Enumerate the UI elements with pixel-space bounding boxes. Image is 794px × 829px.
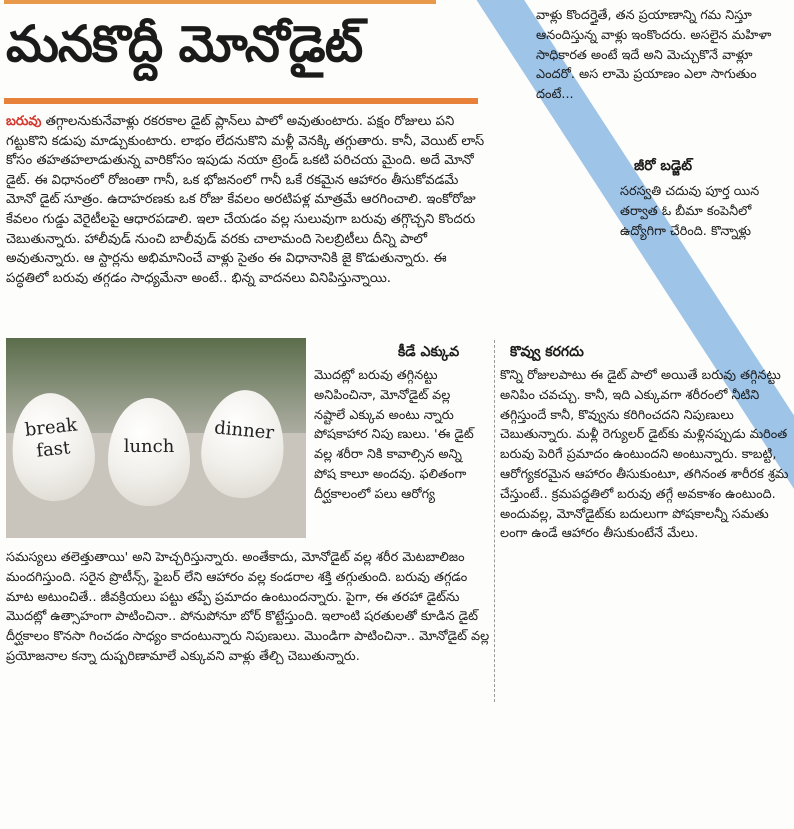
title-rule-bottom — [4, 98, 478, 104]
section-heading-zero-budget: జీరో బడ్జెట్ — [634, 158, 693, 174]
side-effects-continuation: సమస్యలు తలెత్తుతాయి' అని హెచ్చరిస్తున్నారు. అంతేకాదు, మోనోడైట్ వల్ల శరీర మెటబాలిజం మందగిస్తుంది. సరైన ప్రొటీన్స్, ఫైబర్ లేని ఆహారం వల్ల కండరాల శక్తి తగ్గుతుంది. బరువు తగ్గడం మాట అటుంచితే.. జీవక్రియలు పట్టు తప్పే ప్రమాదం ఉంటుందన్నారు. పైగా, ఈ తరహా డైట్‌ను మొదట్లో ఉత్సాహంగా పాటించినా.. పోనుపోనూ బోర్ కొట్టేస్తుంది. ఇలాంటి షరతులతో కూడిన డైట్ దీర్ఘకాలం కొనసా గించడం సాధ్యం కాదంటున్నారు నిపుణులు. మొండిగా పాటించినా.. మోనోడైట్ వల్ల ప్రయోజనాల కన్నా దుష్పరిణామాలే ఎక్కువని వాళ్లు తేల్చి చెబుతున్నారు. — [6, 550, 490, 664]
section-heading-side-effects: కీడే ఎక్కువ — [398, 344, 460, 360]
egg-label: break — [23, 414, 79, 441]
egg-label: lunch — [123, 436, 175, 457]
intro-paragraph — [6, 112, 492, 288]
section-heading-fat-loss: కొవ్వు కరగదు — [510, 344, 584, 360]
egg-label: fast — [35, 437, 72, 462]
intro-text: తగ్గాలనుకునేవాళ్లు రకరకాల డైట్ ప్లాన్‌లు పాలో అవుతుంటారు. పక్షం రోజులు పని గట్టుకొని కడుపు మాడ్చుకుంటారు. లాభం లేదనుకొని మళ్లీ వెనక్కి తగ్గుతారు. కానీ, వెయిట్ లాస్ కోసం తహతహలాడుతున్న వారికోసం ఇపుడు నయా ట్రెండ్ ఒకటి పరిచయ మైంది. అదే మోనో డైట్. ఈ విధానంలో రోజంతా గానీ, ఒక భోజనంలో గానీ ఒకే రకమైన ఆహారం తీసుకోవడమే మోనో డైట్ సూత్రం. ఉదాహరణకు ఒక రోజు కేవలం అరటిపళ్ల మాత్రమే ఆరగించాలి. ఇంకోరోజు కేవలం గుడ్డు వెరైటీలపై ఆధారపడాలి. ఇలా చేయడం వల్ల సులువుగా బరువు తగ్గొచ్చని కొందరు చెబుతున్నారు. హాలీవుడ్ నుంచి బాలీవుడ్ వరకు చాలామంది సెలబ్రిటీలు దీన్ని పాలో అవుతున్నారు. ఆ స్టార్లను అభిమానించే వాళ్లు సైతం ఈ విధానానికి జై కొడుతున్నారు. ఈ పద్ధతిలో బరువు తగ్గడం సాధ్యమేనా అంటే.. భిన్న వాదనలు వినిపిస్తున్నాయి. — [6, 114, 485, 286]
top-right-text: వాళ్లు కొందర్తైతే, తన ప్రయాణాన్ని గమ నిస్తూ ఆనందిస్తున్న వాళ్లు ఇంకొందరు. అసలైన మహిళా సాధికారత అంటే ఇదే అని మెచ్చుకొనే వాళ్లూ ఎందరో. అస లామె ప్రయాణం ఎలా సాగుతుం దంటే... — [536, 8, 772, 103]
egg-lunch — [108, 398, 190, 506]
intro-keyword: బరువు — [6, 114, 42, 129]
title-rule-top — [4, 0, 436, 4]
eggs-photo — [6, 338, 306, 538]
egg-label: dinner — [213, 417, 275, 444]
side-effects-column-text: మొదట్లో బరువు తగ్గినట్టు అనిపించినా, మోనోడైట్ వల్ల నష్టాలే ఎక్కువ అంటు న్నారు పోషకాహార నిపు ణులు. 'ఈ డైట్ వల్ల శరీరా నికి కావాల్సిన అన్ని పోష కాలూ అందవు. ఫలితంగా దీర్ఘకాలంలో పలు ఆరోగ్య — [314, 368, 474, 502]
zero-budget-text: సరస్వతి చదువు పూర్త యిన తర్వాత ఓ బీమా కంపెనీలో ఉద్యోగిగా చేరింది. కొన్నాళ్లు — [620, 184, 760, 239]
fat-loss-text: కొన్ని రోజులపాటు ఈ డైట్ పాలో అయితే బరువు తగ్గినట్టు అనిపిం చవచ్చు. కానీ, ఇది ఎక్కువగా శరీరంలో నీటిని తగ్గిస్తుందే కానీ, కొవ్వును కరిగించదని నిపుణులు చెబుతున్నారు. మళ్లీ రెగ్యులర్ డైట్‌కు మళ్లినప్పుడు మరింత బరువు పెరిగే ప్రమాదం ఉంటుందని అంటున్నారు. కాబట్టి, ఆరోగ్యకరమైన ఆహారం తీసుకుంటూ, తగినంత శారీరక శ్రమ చేస్తుంటే.. క్రమపద్ధతిలో బరువు తగ్గే అవకాశం ఉంటుంది. అందువల్ల, మోనోడైట్‌కు బదులుగా పోషకాలన్నీ సమతు లంగా ఉండే ఆహారం తీసుకుంటేనే మేలు. — [500, 368, 789, 542]
headline: మనకొద్దీ మోనోడైట్ — [6, 15, 363, 73]
column-divider — [494, 340, 495, 702]
